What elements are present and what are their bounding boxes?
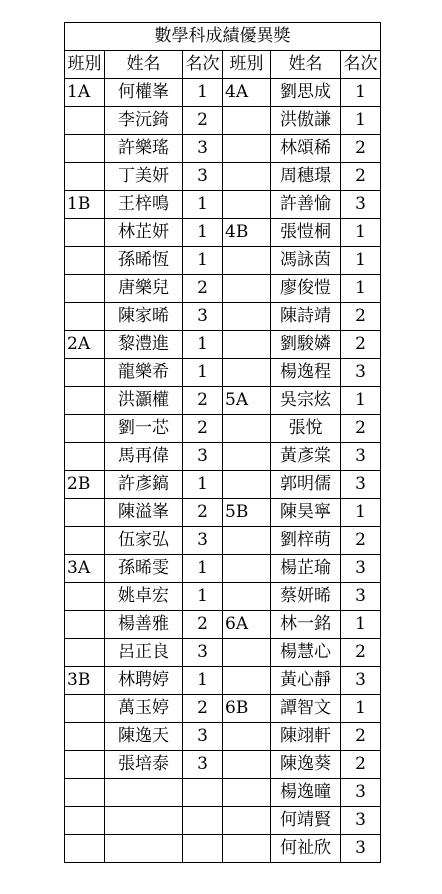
header-name-2: 姓名 <box>271 51 341 79</box>
name-cell: 丁美妍 <box>105 163 183 191</box>
class-cell <box>65 303 105 331</box>
name-cell: 廖俊愷 <box>271 275 341 303</box>
award-table <box>64 22 381 863</box>
rank-cell: 2 <box>183 695 223 723</box>
rank-cell: 3 <box>341 443 381 471</box>
class-cell <box>65 247 105 275</box>
class-cell <box>65 527 105 555</box>
table-row <box>65 303 381 331</box>
rank-cell: 3 <box>183 751 223 779</box>
class-cell <box>65 835 105 863</box>
header-class-2: 班別 <box>223 51 271 79</box>
rank-cell: 3 <box>341 835 381 863</box>
class-cell: 1A <box>65 79 105 107</box>
name-cell: 陳逸天 <box>105 723 183 751</box>
name-cell: 唐樂兒 <box>105 275 183 303</box>
table-row <box>65 387 381 415</box>
rank-cell: 1 <box>341 275 381 303</box>
table-row <box>65 415 381 443</box>
class-cell: 5A <box>223 387 271 415</box>
name-cell: 洪傲謙 <box>271 107 341 135</box>
name-cell: 張培泰 <box>105 751 183 779</box>
header-name-1: 姓名 <box>105 51 183 79</box>
class-cell <box>223 275 271 303</box>
name-cell: 劉駿嫾 <box>271 331 341 359</box>
table-title: 數學科成績優異獎 <box>65 23 381 51</box>
class-cell <box>65 695 105 723</box>
class-cell: 4A <box>223 79 271 107</box>
header-rank-1: 名次 <box>183 51 223 79</box>
name-cell: 劉思成 <box>271 79 341 107</box>
class-cell <box>65 135 105 163</box>
class-cell <box>223 303 271 331</box>
rank-cell: 3 <box>183 163 223 191</box>
rank-cell: 2 <box>183 275 223 303</box>
rank-cell: 1 <box>341 107 381 135</box>
class-cell <box>223 527 271 555</box>
class-cell <box>223 835 271 863</box>
class-cell <box>223 331 271 359</box>
rank-cell: 1 <box>183 191 223 219</box>
rank-cell: 2 <box>341 527 381 555</box>
rank-cell: 1 <box>341 79 381 107</box>
table-row <box>65 723 381 751</box>
class-cell: 6B <box>223 695 271 723</box>
rank-cell: 3 <box>183 723 223 751</box>
table-row <box>65 331 381 359</box>
rank-cell: 1 <box>341 387 381 415</box>
class-cell: 5B <box>223 499 271 527</box>
rank-cell: 3 <box>183 443 223 471</box>
class-cell <box>223 555 271 583</box>
class-cell <box>65 583 105 611</box>
rank-cell: 2 <box>341 303 381 331</box>
table-row <box>65 555 381 583</box>
name-cell <box>105 807 183 835</box>
class-cell <box>223 639 271 667</box>
class-cell <box>223 359 271 387</box>
rank-cell: 1 <box>183 359 223 387</box>
rank-cell: 3 <box>341 583 381 611</box>
name-cell: 陳詩靖 <box>271 303 341 331</box>
name-cell: 陳逸葵 <box>271 751 341 779</box>
name-cell: 劉一芯 <box>105 415 183 443</box>
class-cell <box>223 807 271 835</box>
table-row <box>65 163 381 191</box>
class-cell <box>65 275 105 303</box>
class-cell <box>223 583 271 611</box>
name-cell <box>105 779 183 807</box>
table-row <box>65 247 381 275</box>
table-row <box>65 639 381 667</box>
name-cell: 張悅 <box>271 415 341 443</box>
name-cell: 楊善雅 <box>105 611 183 639</box>
class-cell: 2A <box>65 331 105 359</box>
class-cell <box>65 779 105 807</box>
rank-cell: 1 <box>341 499 381 527</box>
class-cell <box>65 107 105 135</box>
rank-cell: 2 <box>341 751 381 779</box>
header-class-1: 班別 <box>65 51 105 79</box>
class-cell: 6A <box>223 611 271 639</box>
name-cell: 楊芷瑜 <box>271 555 341 583</box>
rank-cell <box>183 807 223 835</box>
table-row <box>65 835 381 863</box>
name-cell: 黃彥棠 <box>271 443 341 471</box>
name-cell: 馮詠茵 <box>271 247 341 275</box>
class-cell <box>223 191 271 219</box>
rank-cell: 1 <box>183 583 223 611</box>
name-cell: 許善愉 <box>271 191 341 219</box>
class-cell <box>223 415 271 443</box>
class-cell <box>223 163 271 191</box>
rank-cell: 2 <box>341 639 381 667</box>
class-cell <box>65 807 105 835</box>
name-cell: 許樂瑤 <box>105 135 183 163</box>
name-cell: 林聘婷 <box>105 667 183 695</box>
rank-cell: 1 <box>341 247 381 275</box>
name-cell: 洪灝權 <box>105 387 183 415</box>
rank-cell: 3 <box>341 191 381 219</box>
table-row <box>65 107 381 135</box>
rank-cell: 3 <box>183 639 223 667</box>
name-cell: 許彥鎬 <box>105 471 183 499</box>
name-cell: 孫晞雯 <box>105 555 183 583</box>
name-cell: 孫晞恆 <box>105 247 183 275</box>
rank-cell: 2 <box>183 499 223 527</box>
class-cell <box>223 723 271 751</box>
class-cell <box>65 639 105 667</box>
class-cell: 2B <box>65 471 105 499</box>
name-cell: 龍樂希 <box>105 359 183 387</box>
rank-cell: 1 <box>183 471 223 499</box>
class-cell <box>223 443 271 471</box>
table-row <box>65 219 381 247</box>
name-cell: 姚卓宏 <box>105 583 183 611</box>
rank-cell: 1 <box>183 555 223 583</box>
name-cell: 陳翊軒 <box>271 723 341 751</box>
class-cell: 1B <box>65 191 105 219</box>
name-cell: 陳家晞 <box>105 303 183 331</box>
class-cell <box>223 247 271 275</box>
rank-cell: 2 <box>341 135 381 163</box>
table-row <box>65 611 381 639</box>
name-cell: 伍家弘 <box>105 527 183 555</box>
rank-cell: 2 <box>183 387 223 415</box>
name-cell: 林芷妍 <box>105 219 183 247</box>
class-cell <box>65 359 105 387</box>
class-cell: 3B <box>65 667 105 695</box>
name-cell: 李沅錡 <box>105 107 183 135</box>
table-row <box>65 807 381 835</box>
name-cell: 何祉欣 <box>271 835 341 863</box>
table-row <box>65 527 381 555</box>
name-cell: 林頌稀 <box>271 135 341 163</box>
header-row <box>65 51 381 79</box>
name-cell: 黎澧進 <box>105 331 183 359</box>
name-cell: 譚智文 <box>271 695 341 723</box>
table-row <box>65 471 381 499</box>
name-cell: 何靖賢 <box>271 807 341 835</box>
rank-cell <box>183 779 223 807</box>
class-cell <box>65 443 105 471</box>
table-row <box>65 499 381 527</box>
name-cell: 郭明儒 <box>271 471 341 499</box>
table-row <box>65 583 381 611</box>
rank-cell: 2 <box>341 415 381 443</box>
name-cell: 何權峯 <box>105 79 183 107</box>
rank-cell: 2 <box>341 163 381 191</box>
table-row <box>65 359 381 387</box>
table-row <box>65 443 381 471</box>
rank-cell: 3 <box>341 555 381 583</box>
rank-cell: 1 <box>183 79 223 107</box>
name-cell: 馬再偉 <box>105 443 183 471</box>
header-rank-2: 名次 <box>341 51 381 79</box>
table-row <box>65 191 381 219</box>
rank-cell: 3 <box>183 527 223 555</box>
rank-cell: 2 <box>341 723 381 751</box>
rank-cell: 3 <box>183 135 223 163</box>
class-cell <box>65 219 105 247</box>
table-row <box>65 779 381 807</box>
rank-cell: 3 <box>341 471 381 499</box>
rank-cell: 3 <box>341 807 381 835</box>
rank-cell: 2 <box>183 415 223 443</box>
class-cell <box>65 611 105 639</box>
rank-cell: 1 <box>183 219 223 247</box>
rank-cell: 2 <box>183 611 223 639</box>
class-cell <box>223 471 271 499</box>
class-cell <box>223 751 271 779</box>
rank-cell: 2 <box>183 107 223 135</box>
name-cell: 王梓鳴 <box>105 191 183 219</box>
name-cell: 劉梓萌 <box>271 527 341 555</box>
name-cell: 吳宗炫 <box>271 387 341 415</box>
class-cell <box>65 415 105 443</box>
table-row <box>65 135 381 163</box>
class-cell: 4B <box>223 219 271 247</box>
name-cell: 黃心靜 <box>271 667 341 695</box>
name-cell: 陳溢峯 <box>105 499 183 527</box>
name-cell: 陳昊寧 <box>271 499 341 527</box>
table-body <box>65 79 381 863</box>
rank-cell: 1 <box>341 695 381 723</box>
table-row <box>65 695 381 723</box>
name-cell <box>105 835 183 863</box>
name-cell: 楊慧心 <box>271 639 341 667</box>
class-cell <box>65 163 105 191</box>
name-cell: 楊逸曈 <box>271 779 341 807</box>
rank-cell: 1 <box>183 247 223 275</box>
rank-cell: 3 <box>341 779 381 807</box>
class-cell <box>65 723 105 751</box>
table-row <box>65 751 381 779</box>
class-cell: 3A <box>65 555 105 583</box>
table-row <box>65 79 381 107</box>
name-cell: 林一銘 <box>271 611 341 639</box>
rank-cell: 2 <box>341 331 381 359</box>
table-row <box>65 667 381 695</box>
rank-cell: 1 <box>341 611 381 639</box>
name-cell: 呂正良 <box>105 639 183 667</box>
rank-cell: 3 <box>341 667 381 695</box>
class-cell <box>223 107 271 135</box>
class-cell <box>65 751 105 779</box>
class-cell <box>65 387 105 415</box>
table-row <box>65 275 381 303</box>
name-cell: 蔡妍晞 <box>271 583 341 611</box>
name-cell: 張愷桐 <box>271 219 341 247</box>
class-cell <box>223 135 271 163</box>
name-cell: 萬玉婷 <box>105 695 183 723</box>
name-cell: 楊逸程 <box>271 359 341 387</box>
rank-cell: 1 <box>183 667 223 695</box>
rank-cell: 1 <box>341 219 381 247</box>
rank-cell: 3 <box>183 303 223 331</box>
rank-cell: 3 <box>341 359 381 387</box>
rank-cell <box>183 835 223 863</box>
class-cell <box>223 779 271 807</box>
rank-cell: 1 <box>183 331 223 359</box>
name-cell: 周穗璟 <box>271 163 341 191</box>
class-cell <box>65 499 105 527</box>
class-cell <box>223 667 271 695</box>
